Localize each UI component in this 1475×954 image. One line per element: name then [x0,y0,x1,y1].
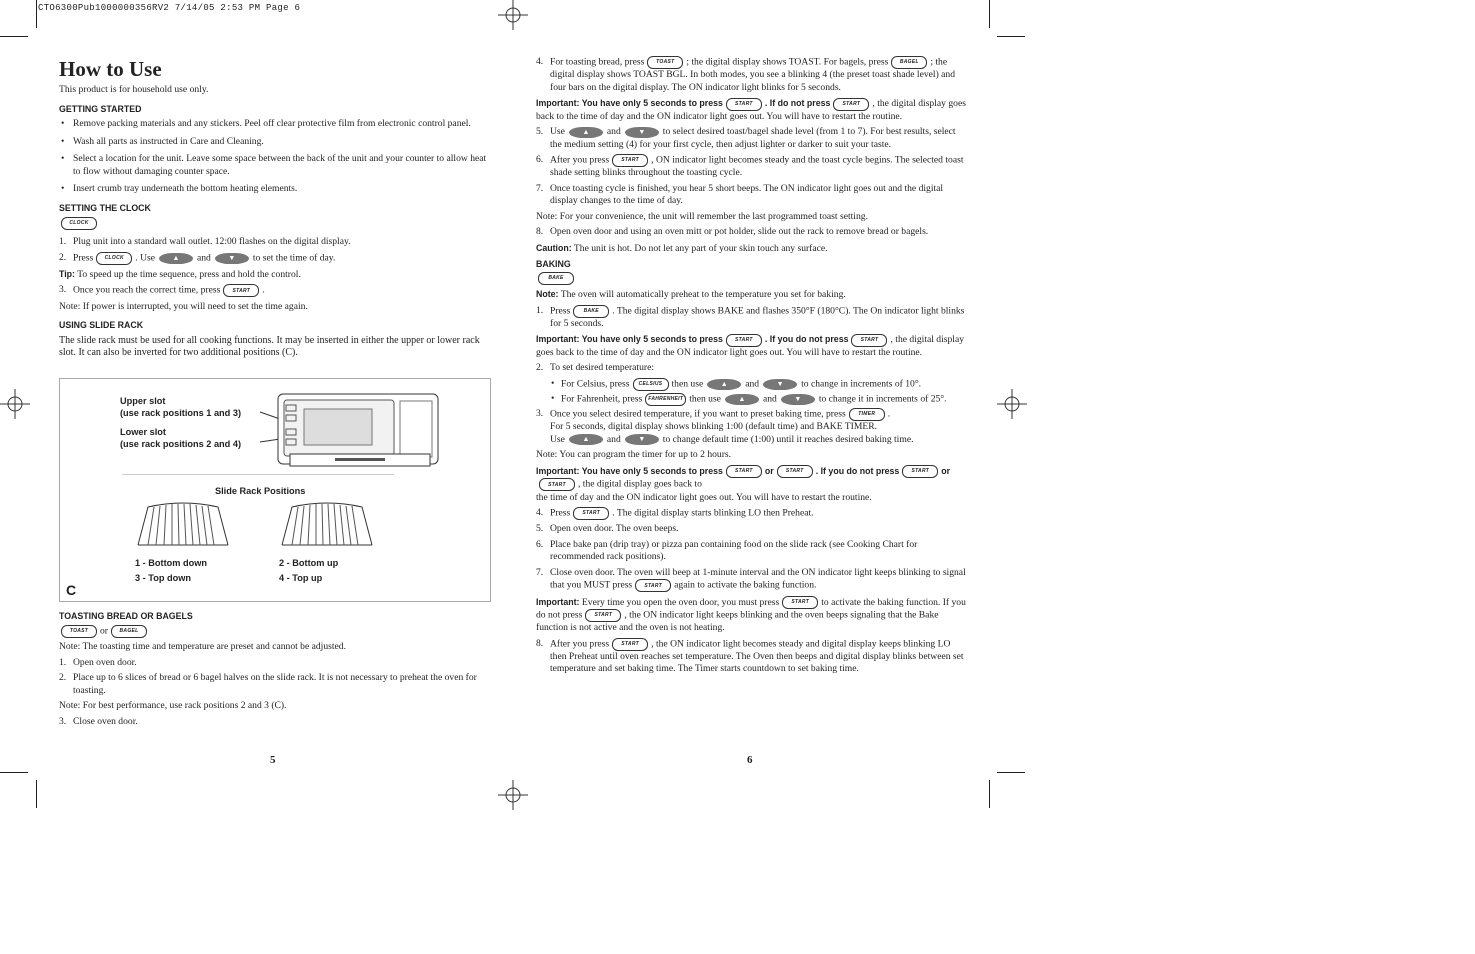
important-text: Important: You have only 5 seconds to press [536,98,723,109]
important-label: Important: [536,596,580,607]
important-text: . If you do not press [815,465,900,476]
celsius-button-icon: CELSIUS [633,378,669,391]
start-button-icon: START [223,284,259,297]
crop-mark [989,0,990,28]
list-item: 6. After you press START , ON indicator light becomes steady and the toast cycle begins. The selected toast shade setting blinks throughout the toasting cycle. [536,154,964,179]
tip [59,268,491,282]
household-note: This product is for household use only. [59,84,209,95]
toaster-oven-illustration [250,391,450,475]
page-number: 6 [747,754,753,766]
list-item: • Insert crumb tray underneath the bottom heating elements. [59,183,491,196]
list-item: 8. Open oven door and using an oven mitt or pot holder, slide out the rack to remove bread or bagels. [536,226,929,238]
arrow-up-icon: ▲ [569,127,603,138]
upper-slot-label [120,395,241,419]
step-text: Press [73,252,94,264]
list-item [536,378,968,391]
step-text: , ON indicator light becomes steady and the toast cycle begins. The selected toast shade setting blinks throughout the toasting cycle. [550,154,964,179]
important-note [536,596,968,635]
step-text: to change in increments of 10°. [801,378,922,390]
figure-label: Lower slot [120,426,166,437]
list-item: 5. Use ▲ and ▼ to select desired toast/bagel shade level (from 1 to 7). For best results, select the medium setting (4) for your first cycle, then adjust lighter or darker to suit your taste. [536,126,956,150]
step-text: to select desired toast/bagel shade level (from 1 to 7). For best results, select the medium setting (4) for your first cycle, then adjust lighter or darker to suit your taste. [550,126,956,150]
list-item: 1. Plug unit into a standard wall outlet. 12:00 flashes on the digital display. [59,236,351,248]
step-text: Open oven door and using an oven mitt or pot holder, slide out the rack to remove bread or bagels. [550,226,929,238]
start-button-icon: START [635,579,671,592]
important-text: , the digital display goes back to the time of day and the ON indicator light goes out. You will have to restart the routine. [536,334,965,358]
step-text: and [606,126,621,138]
position-label: 2 - Bottom up [279,557,339,568]
start-button-icon: START [726,465,762,478]
setting-clock-heading: SETTING THE CLOCK [59,202,151,213]
arrow-down-icon: ▼ [625,434,659,445]
step-text: Once toasting cycle is finished, you hear 5 short beeps. The ON indicator light goes out and the digital display changes to the time of day. [550,182,944,207]
note: Note: You can program the timer for up to 2 hours. [536,449,732,461]
print-slug: CTO6300Pub1000000356RV2 7/14/05 2:53 PM Page 6 [38,3,301,13]
figure-label: (use rack positions 1 and 3) [120,407,242,418]
tip-label: Tip: [59,268,75,279]
page-number: 5 [270,754,276,766]
step-text: Press [550,305,571,317]
rack-bottom-up-icon [278,501,376,547]
list-item: 7. Once toasting cycle is finished, you hear 5 short beeps. The ON indicator light goes out and the digital display changes to the time of day. [536,182,944,207]
step-text: . Use [135,252,155,264]
list-item: 2. Press CLOCK . Use ▲ and ▼ to set the time of day. [59,251,336,264]
note [536,288,968,302]
step-text: and [762,393,777,405]
toast-button-icon: TOAST [61,625,97,638]
important-text: , the digital display goes back to [578,479,702,491]
list-item: 2. Place up to 6 slices of bread or 6 bagel halves on the slide rack. It is not necessary to preheat the oven for toasting. [59,672,477,696]
caution-note [536,242,968,256]
list-item: 8. After you press START , the ON indicator light becomes steady and digital display keeps blinking LO then Preheat until oven reaches set temperature. The Oven then beeps and digital display blinks between set temperature and set baking time. The Timer starts countdown to set baking time. [536,637,964,675]
step-text: Use [550,433,565,445]
step-text: . The digital display shows BAKE and flashes 350°F (180°C). The On indicator light blinks for 5 seconds. [550,305,965,329]
bake-button-icon: BAKE [538,272,574,285]
important-text: . If do not press [764,98,831,109]
step-text: Press [550,507,571,519]
arrow-down-icon: ▼ [781,394,815,405]
arrow-up-icon: ▲ [725,394,759,405]
step-text: ; the digital display shows TOAST. For bagels, press [686,56,889,68]
crop-mark [0,36,28,37]
position-label: 1 - Bottom down [135,557,207,568]
important-text: or [941,465,951,476]
step-text: then use [689,393,721,405]
start-button-icon: START [612,638,648,651]
clock-button-icon: CLOCK [61,217,97,230]
position-label: 3 - Top down [135,572,191,583]
list-item: 3. Once you reach the correct time, press START . [59,284,265,297]
start-button-icon: START [782,596,818,609]
step-text: to change default time (1:00) until it reaches desired baking time. [662,433,914,445]
list-item: • Select a location for the unit. Leave some space between the back of the unit and your counter to allow heat to flow without damaging counter space. [59,153,491,178]
rack-bottom-down-icon [134,501,232,547]
important-text: or [764,465,774,476]
important-text: . If you do not press [764,334,849,345]
start-button-icon: START [777,465,813,478]
bagel-button-icon: BAGEL [111,625,147,638]
step-text: For Fahrenheit, press [561,393,643,405]
important-text: Every time you open the oven door, you must press [581,596,780,608]
start-button-icon: START [539,478,575,491]
list-item: • Remove packing materials and any stickers. Peel off clear protective film from electronic control panel. [59,118,491,131]
start-button-icon: START [851,334,887,347]
registration-mark-icon [498,0,528,30]
step-text: . [887,408,891,420]
step-text: to set the time of day. [252,252,336,264]
start-button-icon: START [726,334,762,347]
figure-label: Upper slot [120,395,166,406]
note-label: Note: [536,289,559,300]
step-text: For toasting bread, press [550,56,645,68]
right-page [536,56,968,679]
start-button-icon: START [833,98,869,111]
note: Note: For best performance, use rack positions 2 and 3 (C). [59,700,287,712]
baking-heading: BAKING [536,259,571,270]
rack-positions-figure [59,378,491,602]
step-text: and [606,433,621,445]
registration-mark-icon [0,389,30,419]
slide-rack-text: The slide rack must be used for all cooking functions. It may be inserted in either the upper or lower rack slot. It can also be inverted for two additional positions (C). [59,334,480,359]
step-text: and [196,252,211,264]
important-note [536,465,968,504]
step-text: For Celsius, press [561,378,630,390]
step-text: again to activate the baking function. [674,580,817,592]
figure-letter: C [66,581,77,598]
figure-label: (use rack positions 2 and 4) [120,438,242,449]
list-item: • Wash all parts as instructed in Care and Cleaning. [59,136,491,149]
step-text: . [262,285,265,297]
important-text: , the digital display goes back to the time of day and the ON indicator light goes out. You will have to restart the routine. [536,98,966,122]
list-item: 2. To set desired temperature: [536,362,655,374]
list-item: 7. Close oven door. The oven will beep at 1-minute interval and the ON indicator light keeps blinking to signal that you MUST press START again to activate the baking function. [536,566,966,592]
getting-started-heading: GETTING STARTED [59,103,142,114]
timer-button-icon: TIMER [849,408,885,421]
arrow-down-icon: ▼ [625,127,659,138]
page-title: How to Use [59,57,162,81]
step-text: to change it in increments of 25°. [818,393,947,405]
step-text: ; the digital display shows TOAST BGL. In both modes, you see a blinking 4 (the preset toast shade level) and four bars on the digital display. The ON indicator light blinks for 5 seconds. [550,56,956,93]
list-item: 1. Open oven door. [59,656,137,668]
left-page [59,56,491,731]
crop-mark [36,0,37,28]
step-text: Use [550,126,565,138]
toasting-heading: TOASTING BREAD OR BAGELS [59,610,193,621]
step-text: To set desired temperature: [550,362,655,374]
list-item: 1. Press BAKE . The digital display shows BAKE and flashes 350°F (180°C). The On indicator light blinks for 5 seconds. [536,304,965,329]
step-text: Plug unit into a standard wall outlet. 12:00 flashes on the digital display. [73,236,351,248]
arrow-down-icon: ▼ [763,379,797,390]
slide-rack-heading: USING SLIDE RACK [59,320,144,331]
fahrenheit-button-icon: FAHRENHEIT [645,393,686,406]
start-button-icon: START [902,465,938,478]
step-text: . The digital display starts blinking LO then Preheat. [612,507,814,519]
crop-mark [997,772,1025,773]
clock-button-icon: CLOCK [96,252,132,265]
important-note [536,333,968,359]
tip-text: To speed up the time sequence, press and hold the control. [77,268,301,280]
step-text: Place bake pan (drip tray) or pizza pan containing food on the slide rack (see Cooking Chart for recommended rack positions). [550,538,918,563]
list-item [536,393,968,406]
caution-label: Caution: [536,242,572,253]
step-text: Once you select desired temperature, if you want to preset baking time, press [550,408,846,420]
important-text: to activate the baking function. If you do not press [536,596,966,621]
list-item: 4. Press START . The digital display starts blinking LO then Preheat. [536,507,814,519]
important-note [536,97,968,123]
step-text: , the ON indicator light becomes steady and digital display keeps blinking LO then Preheat until oven reaches set temperature. The Oven then beeps and digital display blinks between set temperature and set baking time. The Timer starts countdown to set baking time. [550,638,964,675]
arrow-up-icon: ▲ [569,434,603,445]
start-button-icon: START [585,609,621,622]
start-button-icon: START [612,154,648,167]
position-label: 4 - Top up [279,572,323,583]
toast-button-icon: TOAST [647,56,683,69]
caution-text: The unit is hot. Do not let any part of your skin touch any surface. [573,242,828,254]
or-text: or [100,625,108,637]
arrow-up-icon: ▲ [707,379,741,390]
note: Note: The toasting time and temperature are preset and cannot be adjusted. [59,641,346,653]
step-text: Open oven door. [73,656,137,668]
step-text: After you press [550,638,610,650]
crop-mark [989,780,990,808]
registration-mark-icon [498,780,528,810]
step-text: Open oven door. The oven beeps. [550,523,679,535]
lower-slot-label [120,426,241,450]
arrow-down-icon: ▼ [215,253,249,264]
crop-mark [0,772,28,773]
important-text: , the ON indicator light keeps blinking and the oven beeps signaling that the Bake function is not active and the oven is not heating. [536,609,939,634]
important-text: Important: You have only 5 seconds to press [536,465,723,476]
bake-button-icon: BAKE [573,305,609,318]
arrow-up-icon: ▲ [159,253,193,264]
important-text: Important: You have only 5 seconds to press [536,334,723,345]
step-text: Once you reach the correct time, press [73,285,221,297]
list-item: 3. Close oven door. [59,715,138,727]
step-text: and [745,378,760,390]
crop-mark [997,36,1025,37]
list-item: 3. Once you select desired temperature, if you want to preset baking time, press TIMER . For 5 seconds, digital display shows blinking 1:00 (default time) and BAKE TIMER. Use ▲ and ▼ to change default time (1:00) until it reaches desired baking time. [536,408,914,445]
step-text: Close oven door. [73,715,138,727]
step-text: then use [671,378,704,390]
list-item: 5. Open oven door. The oven beeps. [536,523,679,535]
step-text: After you press [550,154,610,166]
note-text: The oven will automatically preheat to the temperature you set for baking. [560,289,846,301]
step-text: Close oven door. The oven will beep at 1-minute interval and the ON indicator light keeps blinking to signal that you MUST press [550,566,966,592]
note: Note: If power is interrupted, you will need to set the time again. [59,300,308,312]
step-text: Place up to 6 slices of bread or 6 bagel halves on the slide rack. It is not necessary to preheat the oven for toasting. [73,672,477,696]
figure-caption: Slide Rack Positions [215,485,306,496]
bagel-button-icon: BAGEL [891,56,927,69]
list-item: 6. Place bake pan (drip tray) or pizza pan containing food on the slide rack (see Cooking Chart for recommended rack positions). [536,538,918,563]
start-button-icon: START [726,98,762,111]
crop-mark [36,780,37,808]
step-text: For 5 seconds, digital display shows blinking 1:00 (default time) and BAKE TIMER. [550,421,878,433]
start-button-icon: START [573,507,609,520]
important-text: the time of day and the ON indicator light goes out. You will have to restart the routine. [536,491,872,503]
list-item: 4. For toasting bread, press TOAST ; the digital display shows TOAST. For bagels, press BAGEL ; the digital display shows TOAST BGL. In both modes, you see a blinking 4 (the preset toast shade level) and four bars on the digital display. The ON indicator light blinks for 5 seconds. [536,56,956,93]
registration-mark-icon [997,389,1027,419]
note: Note: For your convenience, the unit will remember the last programmed toast setting. [536,210,868,222]
